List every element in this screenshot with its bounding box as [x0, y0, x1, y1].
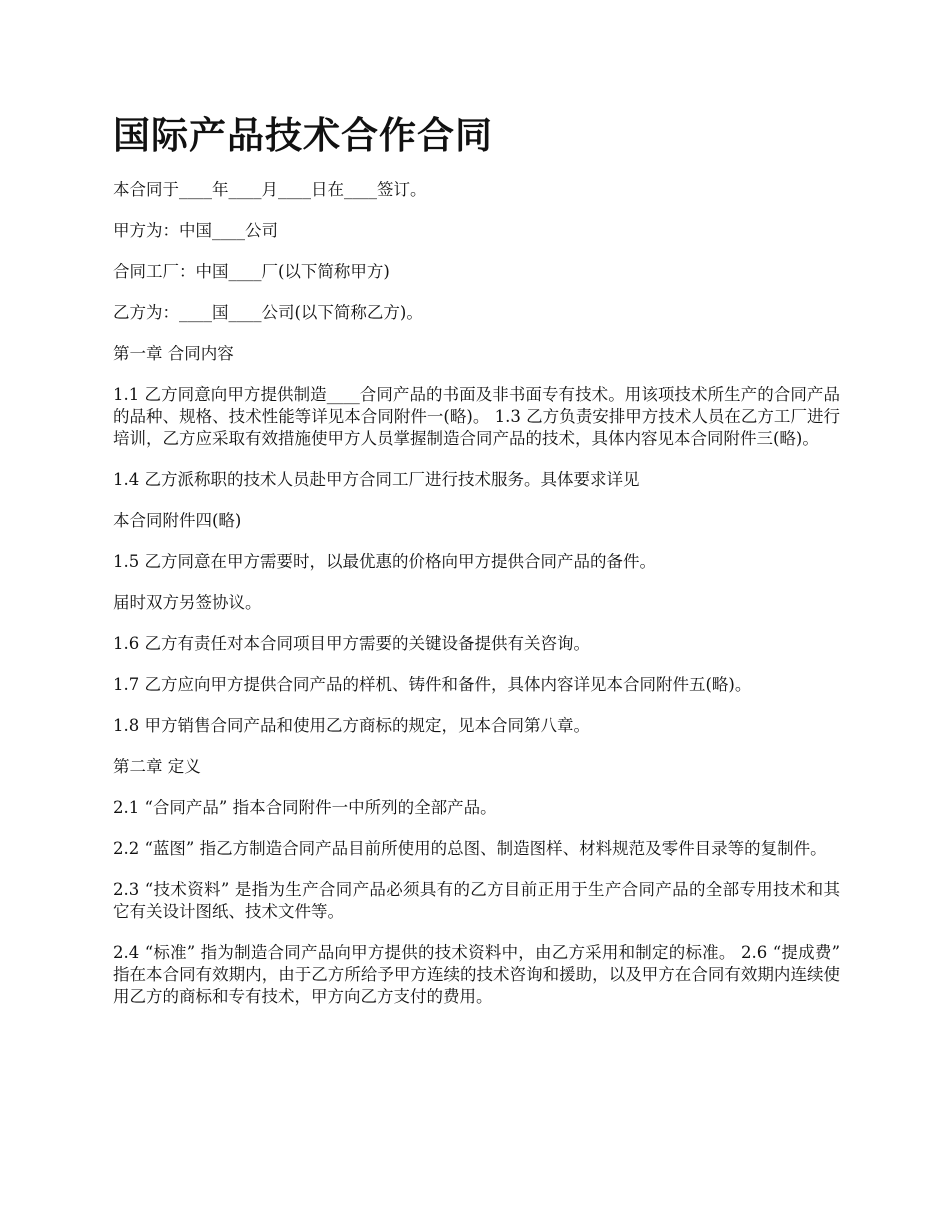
clause-2-2: 2.2 “蓝图” 指乙方制造合同产品目前所使用的总图、制造图样、材料规范及零件目录等的复制件。: [113, 839, 827, 858]
paragraph-signing-date: 本合同于____年____月____日在____签订。: [113, 180, 427, 199]
paragraph-party-a: 甲方为：中国____公司: [113, 221, 278, 240]
clause-1-5-continued: 届时双方另签协议。: [113, 593, 262, 612]
clause-2-4: 2.4 “标准” 指为制造合同产品向甲方提供的技术资料中，由乙方采用和制定的标准。 2.6 “提成费” 指在本合同有效期内，由于乙方所给予甲方连续的技术咨询和援助，以及甲方在合同有效期内连续使用乙方的商标和专有技术，甲方向乙方支付的费用。: [113, 943, 840, 1006]
clause-1-6: 1.6 乙方有责任对本合同项目甲方需要的关键设备提供有关咨询。: [113, 634, 590, 653]
clause-1-5: 1.5 乙方同意在甲方需要时，以最优惠的价格向甲方提供合同产品的备件。: [113, 552, 656, 571]
clause-2-1: 2.1 “合同产品” 指本合同附件一中所列的全部产品。: [113, 798, 497, 817]
chapter-heading-1: 第一章 合同内容: [113, 344, 234, 363]
clause-1-1: 1.1 乙方同意向甲方提供制造____合同产品的书面及非书面专有技术。用该项技术所生产的合同产品的品种、规格、技术性能等详见本合同附件一(略)。 1.3 乙方负责安排甲方技术人员在乙方工厂进行培训，乙方应采取有效措施使甲方人员掌握制造合同产品的技术，具体内容见本合同附件三(略)。: [113, 385, 840, 448]
document-title: 国际产品技术合作合同: [113, 113, 493, 157]
clause-1-7: 1.7 乙方应向甲方提供合同产品的样机、铸件和备件，具体内容详见本合同附件五(略)。: [113, 675, 752, 694]
clause-1-4: 1.4 乙方派称职的技术人员赴甲方合同工厂进行技术服务。具体要求详见: [113, 470, 640, 489]
chapter-heading-2: 第二章 定义: [113, 757, 201, 776]
clause-1-8: 1.8 甲方销售合同产品和使用乙方商标的规定，见本合同第八章。: [113, 716, 590, 735]
paragraph-contract-factory: 合同工厂：中国____厂(以下简称甲方): [113, 262, 390, 281]
clause-1-4-continued: 本合同附件四(略): [113, 511, 242, 530]
paragraph-party-b: 乙方为：____国____公司(以下简称乙方)。: [113, 303, 423, 322]
clause-2-3: 2.3 “技术资料” 是指为生产合同产品必须具有的乙方目前正用于生产合同产品的全部专用技术和其它有关设计图纸、技术文件等。: [113, 880, 840, 921]
